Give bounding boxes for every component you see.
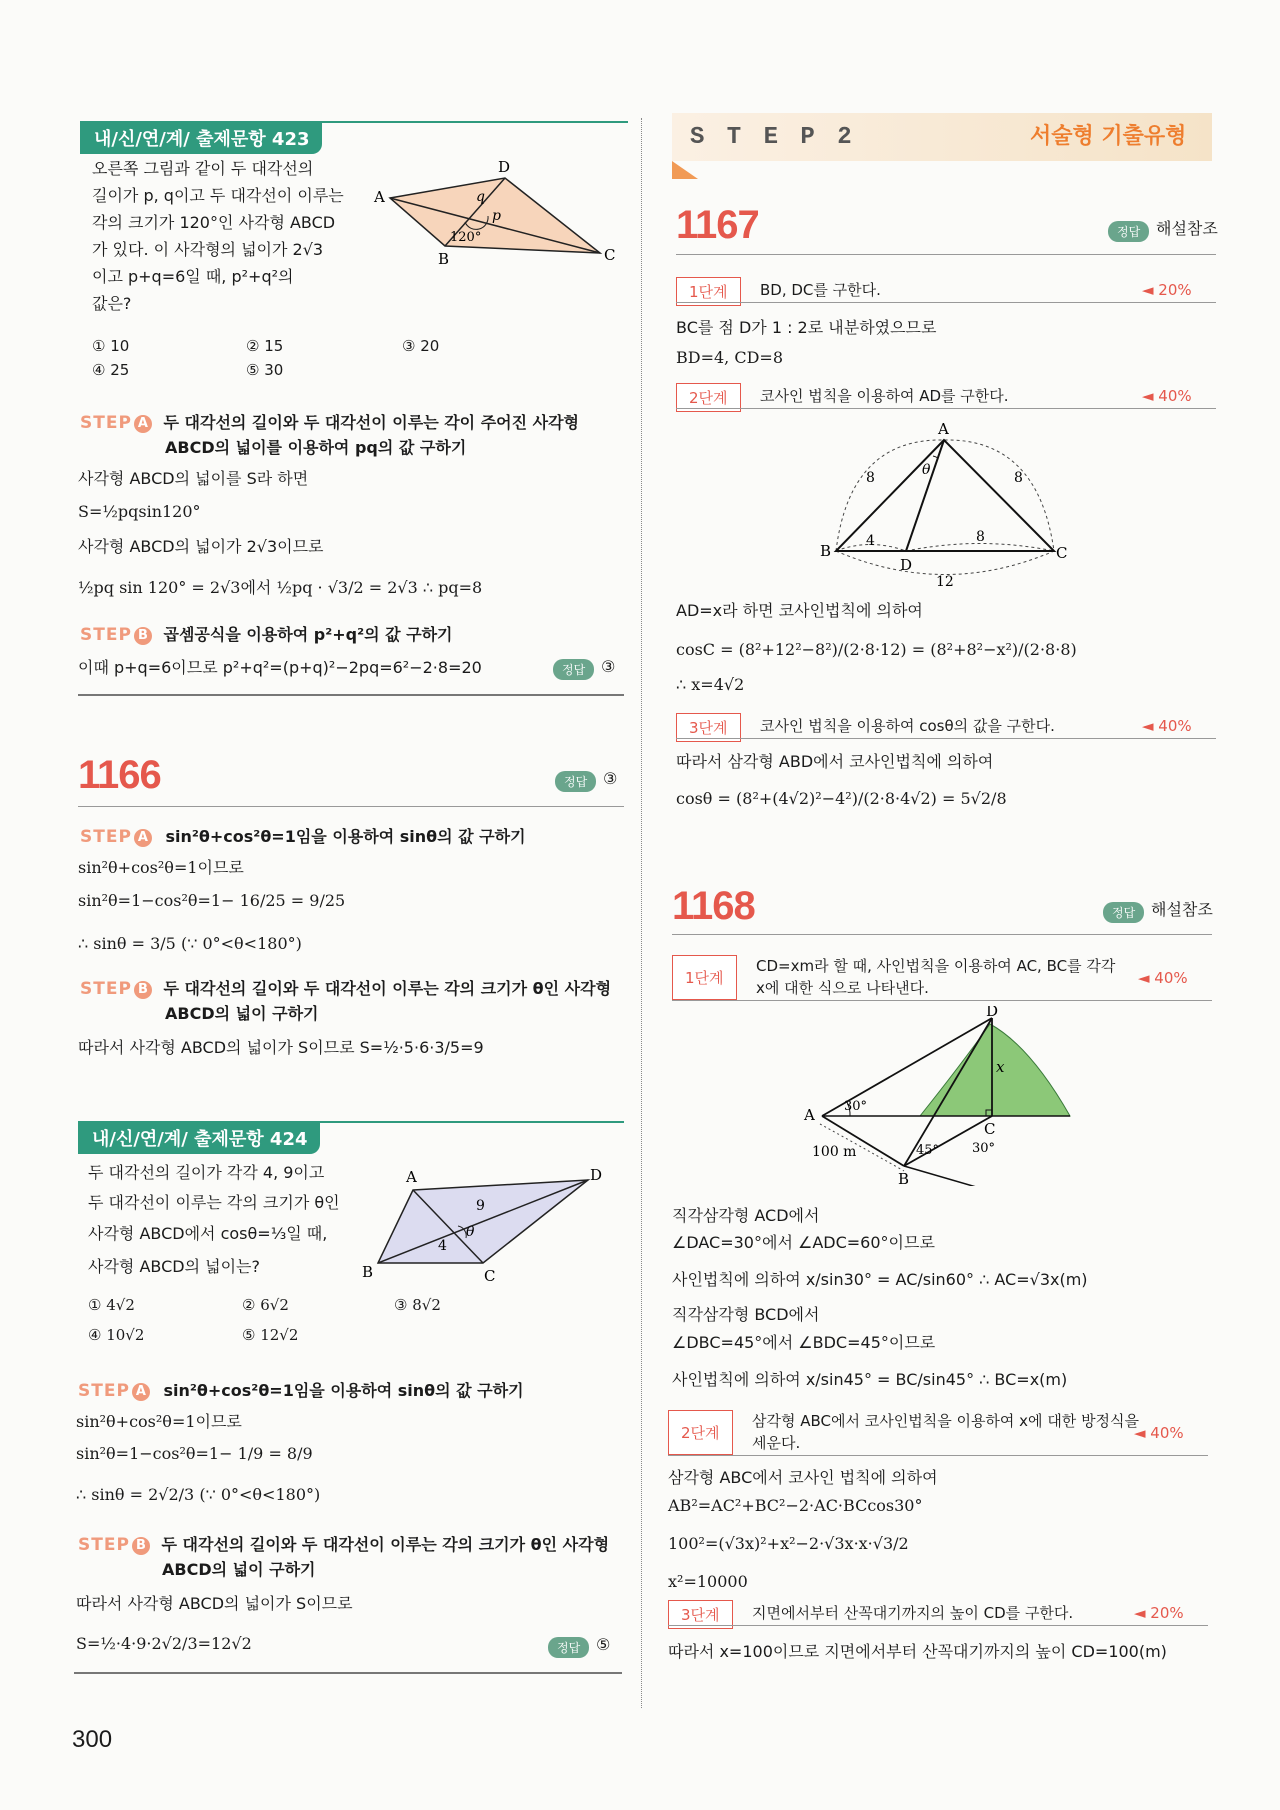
question-line: 사각형 ABCD의 넓이는?: [88, 1257, 260, 1276]
step-b-heading-cont: ABCD의 넓이 구하기: [162, 1560, 316, 1579]
stage-percent: ◄ 40%: [1138, 969, 1188, 987]
label-angle-a: 30°: [844, 1099, 868, 1114]
stage-label: 2단계: [668, 1410, 733, 1455]
question-line: 길이가 p, q이고 두 대각선이 이루는: [92, 186, 344, 205]
label-4: 4: [438, 1238, 447, 1254]
category-title: 서술형 기출유형: [1030, 124, 1187, 149]
problem-number-1167: 1167: [676, 203, 759, 247]
segment-ad: [906, 440, 944, 551]
question-line: 오른쪽 그림과 같이 두 대각선의: [92, 159, 314, 178]
solution-line: 사각형 ABCD의 넓이가 2√3이므로: [78, 537, 324, 556]
step-b-heading-cont: ABCD의 넓이 구하기: [165, 1004, 319, 1023]
stage-label: 1단계: [672, 955, 737, 1000]
stage-percent: ◄ 40%: [1134, 1424, 1184, 1442]
stage-text: 세운다.: [752, 1434, 801, 1452]
final-intro: 따라서 사각형 ABCD의 넓이가 S이므로: [76, 1594, 353, 1613]
stage-underline: [668, 1455, 1208, 1456]
solution-line: ∴ sinθ = 3/5 (∵ 0°<θ<180°): [78, 934, 302, 953]
label-c: C: [1056, 544, 1068, 562]
choice: ⑤ 30: [246, 361, 284, 379]
solution-line: cosC = (8²+12²−8²)/(2·8·12) = (8²+8²−x²)/(2·8·8): [676, 640, 1077, 659]
step-b-heading: STEP B 곱셈공식을 이용하여 p²+q²의 값 구하기: [80, 625, 453, 645]
label-d: D: [986, 1006, 999, 1020]
label-c: C: [604, 246, 616, 264]
label-bd: 4: [866, 533, 875, 549]
label-angle: 120°: [450, 230, 482, 245]
choice: ① 10: [92, 337, 130, 355]
step-header-corner: [672, 161, 698, 179]
label-a: A: [406, 1168, 417, 1186]
header-underline: [672, 934, 1212, 935]
label-d: D: [498, 158, 511, 176]
solution-line: 사인법칙에 의하여 x/sin30° = AC/sin60° ∴ AC=√3x(m): [672, 1270, 1088, 1289]
solution-line: sin²θ=1−cos²θ=1− 1/9 = 8/9: [76, 1444, 313, 1463]
label-9: 9: [476, 1198, 485, 1214]
answer-badge: 정답: [1108, 221, 1149, 242]
stage-label: 3단계: [676, 713, 741, 742]
step-b-heading: STEP B 두 대각선의 길이와 두 대각선이 이루는 각의 크기가 θ인 사각형: [80, 979, 612, 999]
label-angle-b: 45°: [916, 1143, 940, 1158]
label-dc: 8: [976, 529, 985, 545]
ground-ray: [904, 1166, 990, 1186]
final-line: 따라서 사각형 ABCD의 넓이가 S이므로 S=½·5·6·3/5=9: [78, 1038, 484, 1057]
final-line: S=½·4·9·2√2/3=12√2: [76, 1634, 252, 1653]
solution-line: sin²θ+cos²θ=1이므로: [76, 1412, 242, 1431]
label-distance: 100 m: [812, 1144, 857, 1160]
question-line: 이고 p+q=6일 때, p²+q²의: [92, 267, 294, 286]
solution-line: 직각삼각형 BCD에서: [672, 1305, 820, 1324]
solution-line: 따라서 삼각형 ABD에서 코사인법칙에 의하여: [676, 752, 994, 771]
section-divider: [78, 694, 624, 696]
solution-line: BD=4, CD=8: [676, 348, 783, 367]
step-a-heading-cont: ABCD의 넓이를 이용하여 pq의 값 구하기: [165, 438, 467, 457]
step-a-heading: STEP A sin²θ+cos²θ=1임을 이용하여 sinθ의 값 구하기: [78, 1381, 524, 1401]
stage-label: 3단계: [668, 1600, 733, 1629]
answer-badge: 정답: [555, 771, 596, 792]
stage-underline: [676, 302, 1216, 303]
solution-line: AB²=AC²+BC²−2·AC·BCcos30°: [668, 1496, 923, 1515]
step-b-heading: STEP B 두 대각선의 길이와 두 대각선이 이루는 각의 크기가 θ인 사각형: [78, 1535, 610, 1555]
choice: ④ 25: [92, 361, 130, 379]
triangle-figure-1167: [810, 418, 1070, 598]
choice: ③ 20: [402, 337, 440, 355]
solution-line: ∠DBC=45°에서 ∠BDC=45°이므로: [672, 1333, 936, 1352]
problem-number-1168: 1168: [672, 884, 755, 928]
solution-line: S=½pqsin120°: [78, 502, 201, 521]
answer-value: ③: [603, 769, 618, 788]
bottom-arc: [836, 551, 1054, 575]
label-angle-c: 30°: [972, 1141, 996, 1156]
stage-percent: ◄ 40%: [1142, 387, 1192, 405]
label-theta: θ: [466, 1224, 475, 1240]
quadrilateral-figure-424: [358, 1160, 608, 1285]
problem-tag-423: 내/신/연/계/ 출제문항 423: [80, 122, 322, 154]
answer-value: ③: [601, 657, 616, 676]
label-b: B: [438, 250, 450, 268]
stage-text: CD=xm라 할 때, 사인법칙을 이용하여 AC, BC를 각각: [756, 957, 1116, 975]
stage-text: BD, DC를 구한다.: [760, 281, 881, 299]
stage-text: 지면에서부터 산꼭대기까지의 높이 CD를 구한다.: [752, 1604, 1074, 1622]
solution-line: x²=10000: [668, 1572, 748, 1591]
question-line: 각의 크기가 120°인 사각형 ABCD: [92, 213, 336, 232]
label-b: B: [362, 1263, 374, 1281]
problem-tag-424: 내/신/연/계/ 출제문항 424: [78, 1122, 320, 1154]
label-b: B: [820, 542, 832, 560]
question-line: 두 대각선이 이루는 각의 크기가 θ인: [88, 1193, 340, 1212]
solution-line: ∠DAC=30°에서 ∠ADC=60°이므로: [672, 1233, 935, 1252]
label-x: x: [996, 1058, 1005, 1076]
label-a: A: [804, 1106, 815, 1124]
stage-label: 2단계: [676, 383, 741, 412]
stage-percent: ◄ 40%: [1142, 717, 1192, 735]
stage-underline: [668, 1625, 1208, 1626]
choice: ③ 8√2: [394, 1296, 441, 1314]
label-d: D: [590, 1166, 603, 1184]
choice: ⑤ 12√2: [242, 1326, 299, 1344]
header-underline: [78, 806, 624, 807]
final-line: 이때 p+q=6이므로 p²+q²=(p+q)²−2pq=6²−2·8=20: [78, 658, 482, 677]
answer-value: ⑤: [596, 1635, 611, 1654]
label-a: A: [374, 188, 385, 206]
stage-percent: ◄ 20%: [1134, 1604, 1184, 1622]
label-bc: 12: [936, 574, 954, 590]
stage-2: [668, 1410, 1208, 1455]
column-divider: [641, 118, 642, 1708]
stage-text: 삼각형 ABC에서 코사인법칙을 이용하여 x에 대한 방정식을: [752, 1412, 1140, 1430]
label-a: A: [938, 420, 949, 438]
solution-line: 100²=(√3x)²+x²−2·√3x·x·√3/2: [668, 1534, 909, 1553]
section-divider: [74, 1672, 622, 1674]
solution-line: ∴ sinθ = 2√2/3 (∵ 0°<θ<180°): [76, 1485, 321, 1504]
solution-line: 사인법칙에 의하여 x/sin45° = BC/sin45° ∴ BC=x(m): [672, 1370, 1068, 1389]
header-underline: [676, 254, 1216, 255]
label-ac: 8: [1014, 470, 1023, 486]
stage-underline: [676, 408, 1216, 409]
answer-value: 해설참조: [1151, 900, 1213, 919]
choice: ④ 10√2: [88, 1326, 145, 1344]
mountain-figure-1168: [800, 1006, 1080, 1186]
solution-line: 삼각형 ABC에서 코사인 법칙에 의하여: [668, 1468, 938, 1487]
stage-1: [672, 955, 1212, 1000]
label-ab: 8: [866, 470, 875, 486]
final-line: 따라서 x=100이므로 지면에서부터 산꼭대기까지의 높이 CD=100(m): [668, 1642, 1167, 1661]
question-line: 값은?: [92, 294, 132, 313]
problem-number-1166: 1166: [78, 753, 161, 797]
stage-percent: ◄ 20%: [1142, 281, 1192, 299]
label-c: C: [984, 1120, 996, 1138]
step-a-heading: STEP A 두 대각선의 길이와 두 대각선이 이루는 각이 주어진 사각형: [80, 413, 580, 433]
solution-line: BC를 점 D가 1 : 2로 내분하였으므로: [676, 318, 937, 337]
question-line: 두 대각선의 길이가 각각 4, 9이고: [88, 1163, 325, 1182]
choice: ② 15: [246, 337, 284, 355]
label-q: q: [476, 189, 485, 205]
solution-line: AD=x라 하면 코사인법칙에 의하여: [676, 601, 923, 620]
stage-text: 코사인 법칙을 이용하여 AD를 구한다.: [760, 387, 1009, 405]
question-line: 가 있다. 이 사각형의 넓이가 2√3: [92, 240, 324, 259]
quadrilateral-figure-423: [370, 158, 620, 270]
solution-line: sin²θ+cos²θ=1이므로: [78, 858, 244, 877]
step-a-heading: STEP A sin²θ+cos²θ=1임을 이용하여 sinθ의 값 구하기: [80, 827, 526, 847]
stage-label: 1단계: [676, 277, 741, 306]
answer-badge: 정답: [548, 1637, 589, 1658]
stage-text: x에 대한 식으로 나타낸다.: [756, 979, 929, 997]
step-label: S T E P 2: [690, 124, 856, 151]
answer-value: 해설참조: [1156, 219, 1218, 238]
solution-line: sin²θ=1−cos²θ=1− 16/25 = 9/25: [78, 891, 346, 910]
choice: ① 4√2: [88, 1296, 135, 1314]
solution-line: 사각형 ABCD의 넓이를 S라 하면: [78, 469, 309, 488]
label-d: D: [900, 556, 913, 574]
solution-line: 직각삼각형 ACD에서: [672, 1206, 820, 1225]
answer-badge: 정답: [1103, 902, 1144, 923]
question-line: 사각형 ABCD에서 cosθ=⅓일 때,: [88, 1224, 328, 1243]
stage-underline: [676, 738, 1216, 739]
label-p: p: [492, 208, 501, 224]
solution-line: cosθ = (8²+(4√2)²−4²)/(2·8·4√2) = 5√2/8: [676, 789, 1007, 808]
label-c: C: [484, 1267, 496, 1285]
stage-text: 코사인 법칙을 이용하여 cosθ의 값을 구한다.: [760, 717, 1055, 735]
solution-line: ½pq sin 120° = 2√3에서 ½pq · √3/2 = 2√3 ∴ pq=8: [78, 578, 483, 597]
choice: ② 6√2: [242, 1296, 289, 1314]
solution-line: ∴ x=4√2: [676, 675, 745, 694]
page-number: 300: [72, 1726, 113, 1753]
answer-badge: 정답: [553, 659, 594, 680]
stage-underline: [672, 1000, 1212, 1001]
label-theta: θ: [922, 462, 931, 478]
label-b: B: [898, 1170, 910, 1186]
